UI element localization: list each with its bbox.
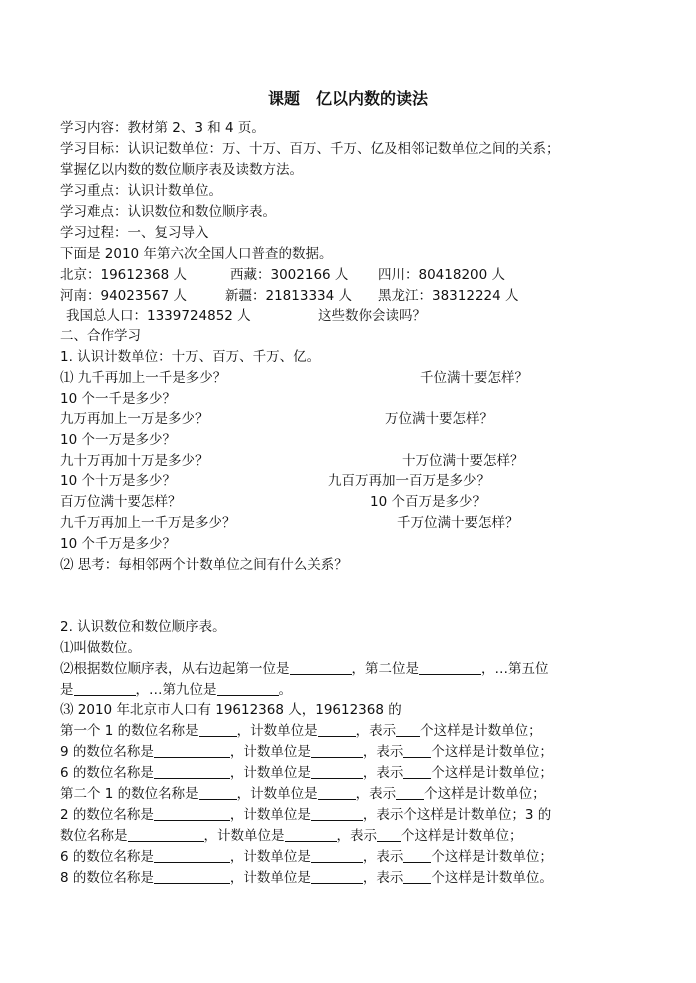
answer-blank[interactable] — [403, 763, 431, 779]
subsection-1: 1. 认识计数单位：十万、百万、千万、亿。 — [60, 349, 321, 365]
study-content: 学习内容：教材第 2、3 和 4 页。 — [60, 120, 265, 136]
answer-blank[interactable] — [403, 868, 431, 884]
answer-blank[interactable] — [318, 721, 356, 737]
answer-blank[interactable] — [403, 742, 431, 758]
pop-heilongjiang: 黑龙江：38312224 人 — [378, 288, 519, 304]
fill-line: ⑴叫做数位。 — [60, 640, 141, 656]
fill-line: 2 的数位名称是 ，计数单位是 ，表示个这样是计数单位；3 的 — [60, 807, 552, 823]
study-goal-cont: 掌握亿以内数的数位顺序表及读数方法。 — [60, 162, 303, 178]
fill-line: 第一个 1 的数位名称是 ，计数单位是 ，表示 个这样是计数单位； — [60, 723, 542, 739]
fill-line: ⑶ 2010 年北京市人口有 19612368 人，19612368 的 — [60, 702, 402, 718]
answer-blank[interactable] — [311, 742, 363, 758]
answer-blank[interactable] — [199, 784, 237, 800]
answer-blank[interactable] — [318, 784, 356, 800]
answer-blank[interactable] — [199, 721, 237, 737]
question-row: 10 个一万是多少？ — [60, 432, 176, 448]
pop-xizang: 西藏：3002166 人 — [230, 267, 349, 283]
question-row: 10 个一千是多少？ — [60, 391, 176, 407]
fill-line: 是 ，…第九位是 。 — [60, 682, 292, 698]
pop-henan: 河南：94023567 人 — [60, 288, 188, 304]
subsection-2: 2. 认识数位和数位顺序表。 — [60, 619, 226, 635]
study-key-point: 学习重点：认识计数单位。 — [60, 183, 222, 199]
answer-blank[interactable] — [285, 826, 337, 842]
think-question: ⑵ 思考：每相邻两个计数单位之间有什么关系？ — [60, 557, 348, 573]
fill-line: 6 的数位名称是 ，计数单位是 ，表示 个这样是计数单位； — [60, 849, 553, 865]
study-difficulty: 学习难点：认识数位和数位顺序表。 — [60, 204, 276, 220]
study-process: 学习过程：一、复习导入 — [60, 225, 209, 241]
fill-line: ⑵根据数位顺序表，从右边起第一位是 ，第二位是 ，…第五位 — [60, 661, 549, 677]
answer-blank[interactable] — [154, 805, 230, 821]
pop-sichuan: 四川：80418200 人 — [378, 267, 506, 283]
fill-line: 9 的数位名称是 ，计数单位是 ，表示 个这样是计数单位； — [60, 744, 553, 760]
answer-blank[interactable] — [217, 680, 279, 696]
pop-ask: 这些数你会读吗？ — [318, 308, 426, 324]
answer-blank[interactable] — [311, 763, 363, 779]
answer-blank[interactable] — [311, 868, 363, 884]
answer-blank[interactable] — [290, 659, 352, 675]
answer-blank[interactable] — [311, 805, 363, 821]
answer-blank[interactable] — [377, 826, 401, 842]
answer-blank[interactable] — [154, 763, 230, 779]
answer-blank[interactable] — [396, 721, 420, 737]
question-row: 10 个千万是多少？ — [60, 536, 176, 552]
pop-beijing: 北京：19612368 人 — [60, 267, 188, 283]
fill-line: 数位名称是 ，计数单位是 ，表示 个这样是计数单位； — [60, 828, 523, 844]
answer-blank[interactable] — [154, 847, 230, 863]
study-goal: 学习目标：认识记数单位：万、十万、百万、千万、亿及相邻记数单位之间的关系； — [60, 141, 560, 157]
fill-line: 6 的数位名称是 ，计数单位是 ，表示 个这样是计数单位； — [60, 765, 553, 781]
pop-total: 我国总人口：1339724852 人 — [66, 308, 251, 324]
pop-xinjiang: 新疆：21813334 人 — [225, 288, 353, 304]
answer-blank[interactable] — [154, 742, 230, 758]
census-intro: 下面是 2010 年第六次全国人口普查的数据。 — [60, 246, 333, 262]
answer-blank[interactable] — [403, 847, 431, 863]
fill-line: 8 的数位名称是 ，计数单位是 ，表示 个这样是计数单位。 — [60, 870, 553, 886]
answer-blank[interactable] — [311, 847, 363, 863]
page-title: 课题 亿以内数的读法 — [267, 89, 428, 108]
answer-blank[interactable] — [419, 659, 481, 675]
answer-blank[interactable] — [154, 868, 230, 884]
answer-blank[interactable] — [396, 784, 424, 800]
answer-blank[interactable] — [74, 680, 136, 696]
fill-line: 第二个 1 的数位名称是 ，计数单位是 ，表示 个这样是计数单位； — [60, 786, 546, 802]
section-heading: 二、合作学习 — [60, 328, 141, 344]
answer-blank[interactable] — [128, 826, 204, 842]
